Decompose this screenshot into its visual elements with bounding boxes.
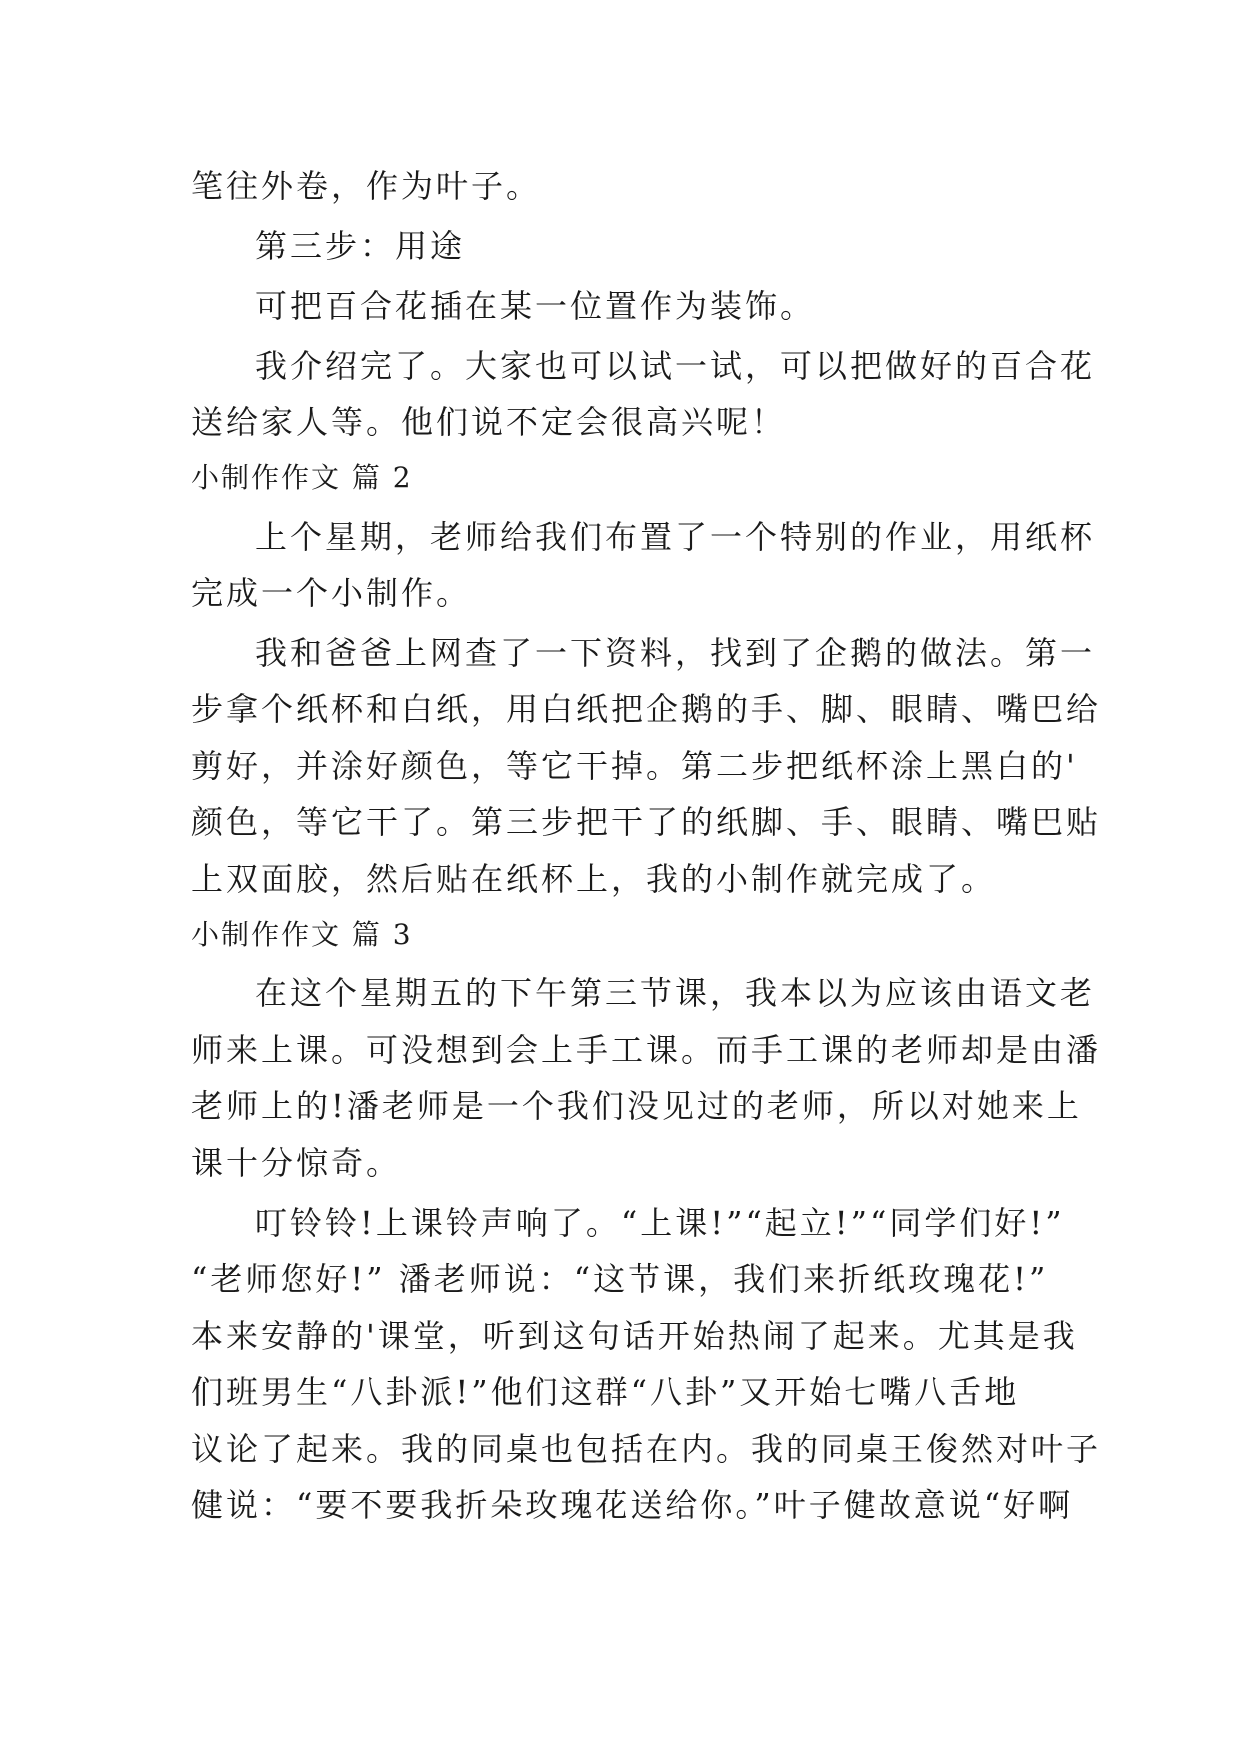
- text-line: 我介绍完了。大家也可以试一试，可以把做好的百合花: [255, 347, 1096, 385]
- text-line: 送给家人等。他们说不定会很高兴呢！: [191, 403, 787, 441]
- text-line: 可把百合花插在某一位置作为装饰。: [255, 287, 816, 325]
- text-line: 完成一个小制作。: [191, 574, 472, 612]
- section-heading: 小制作作文 篇 2: [191, 461, 413, 494]
- text-line: 师来上课。可没想到会上手工课。而手工课的老师却是由潘: [191, 1031, 1102, 1069]
- text-line: 老师上的!潘老师是一个我们没见过的老师，所以对她来上: [191, 1087, 1082, 1125]
- text-line: 上个星期，老师给我们布置了一个特别的作业，用纸杯: [255, 518, 1096, 556]
- text-line: 第三步：用途: [255, 227, 466, 265]
- text-line: 们班男生“八卦派!”他们这群“八卦”又开始七嘴八舌地: [191, 1373, 1020, 1411]
- text-line: 步拿个纸杯和白纸，用白纸把企鹅的手、脚、眼睛、嘴巴给: [191, 690, 1102, 728]
- text-line: 笔往外卷，作为叶子。: [191, 167, 542, 205]
- text-line: 议论了起来。我的同桌也包括在内。我的同桌王俊然对叶子: [191, 1430, 1102, 1468]
- text-line: 颜色，等它干了。第三步把干了的纸脚、手、眼睛、嘴巴贴: [191, 803, 1102, 841]
- text-line: 健说：“要不要我折朵玫瑰花送给你。”叶子健故意说“好啊: [191, 1486, 1074, 1524]
- text-line: 课十分惊奇。: [191, 1144, 402, 1182]
- text-line: 本来安静的'课堂，听到这句话开始热闹了起来。尤其是我: [191, 1317, 1078, 1355]
- text-line: 叮铃铃!上课铃声响了。“上课!”“起立!”“同学们好!”: [255, 1204, 1065, 1242]
- text-line: 在这个星期五的下午第三节课，我本以为应该由语文老: [255, 974, 1096, 1012]
- text-line: 我和爸爸上网查了一下资料，找到了企鹅的做法。第一: [255, 634, 1096, 672]
- text-line: 剪好，并涂好颜色，等它干掉。第二步把纸杯涂上黑白的': [191, 747, 1078, 785]
- text-line: 上双面胶，然后贴在纸杯上，我的小制作就完成了。: [191, 860, 997, 898]
- section-heading: 小制作作文 篇 3: [191, 918, 413, 951]
- text-line: “老师您好!” 潘老师说：“这节课，我们来折纸玫瑰花!”: [191, 1260, 1049, 1298]
